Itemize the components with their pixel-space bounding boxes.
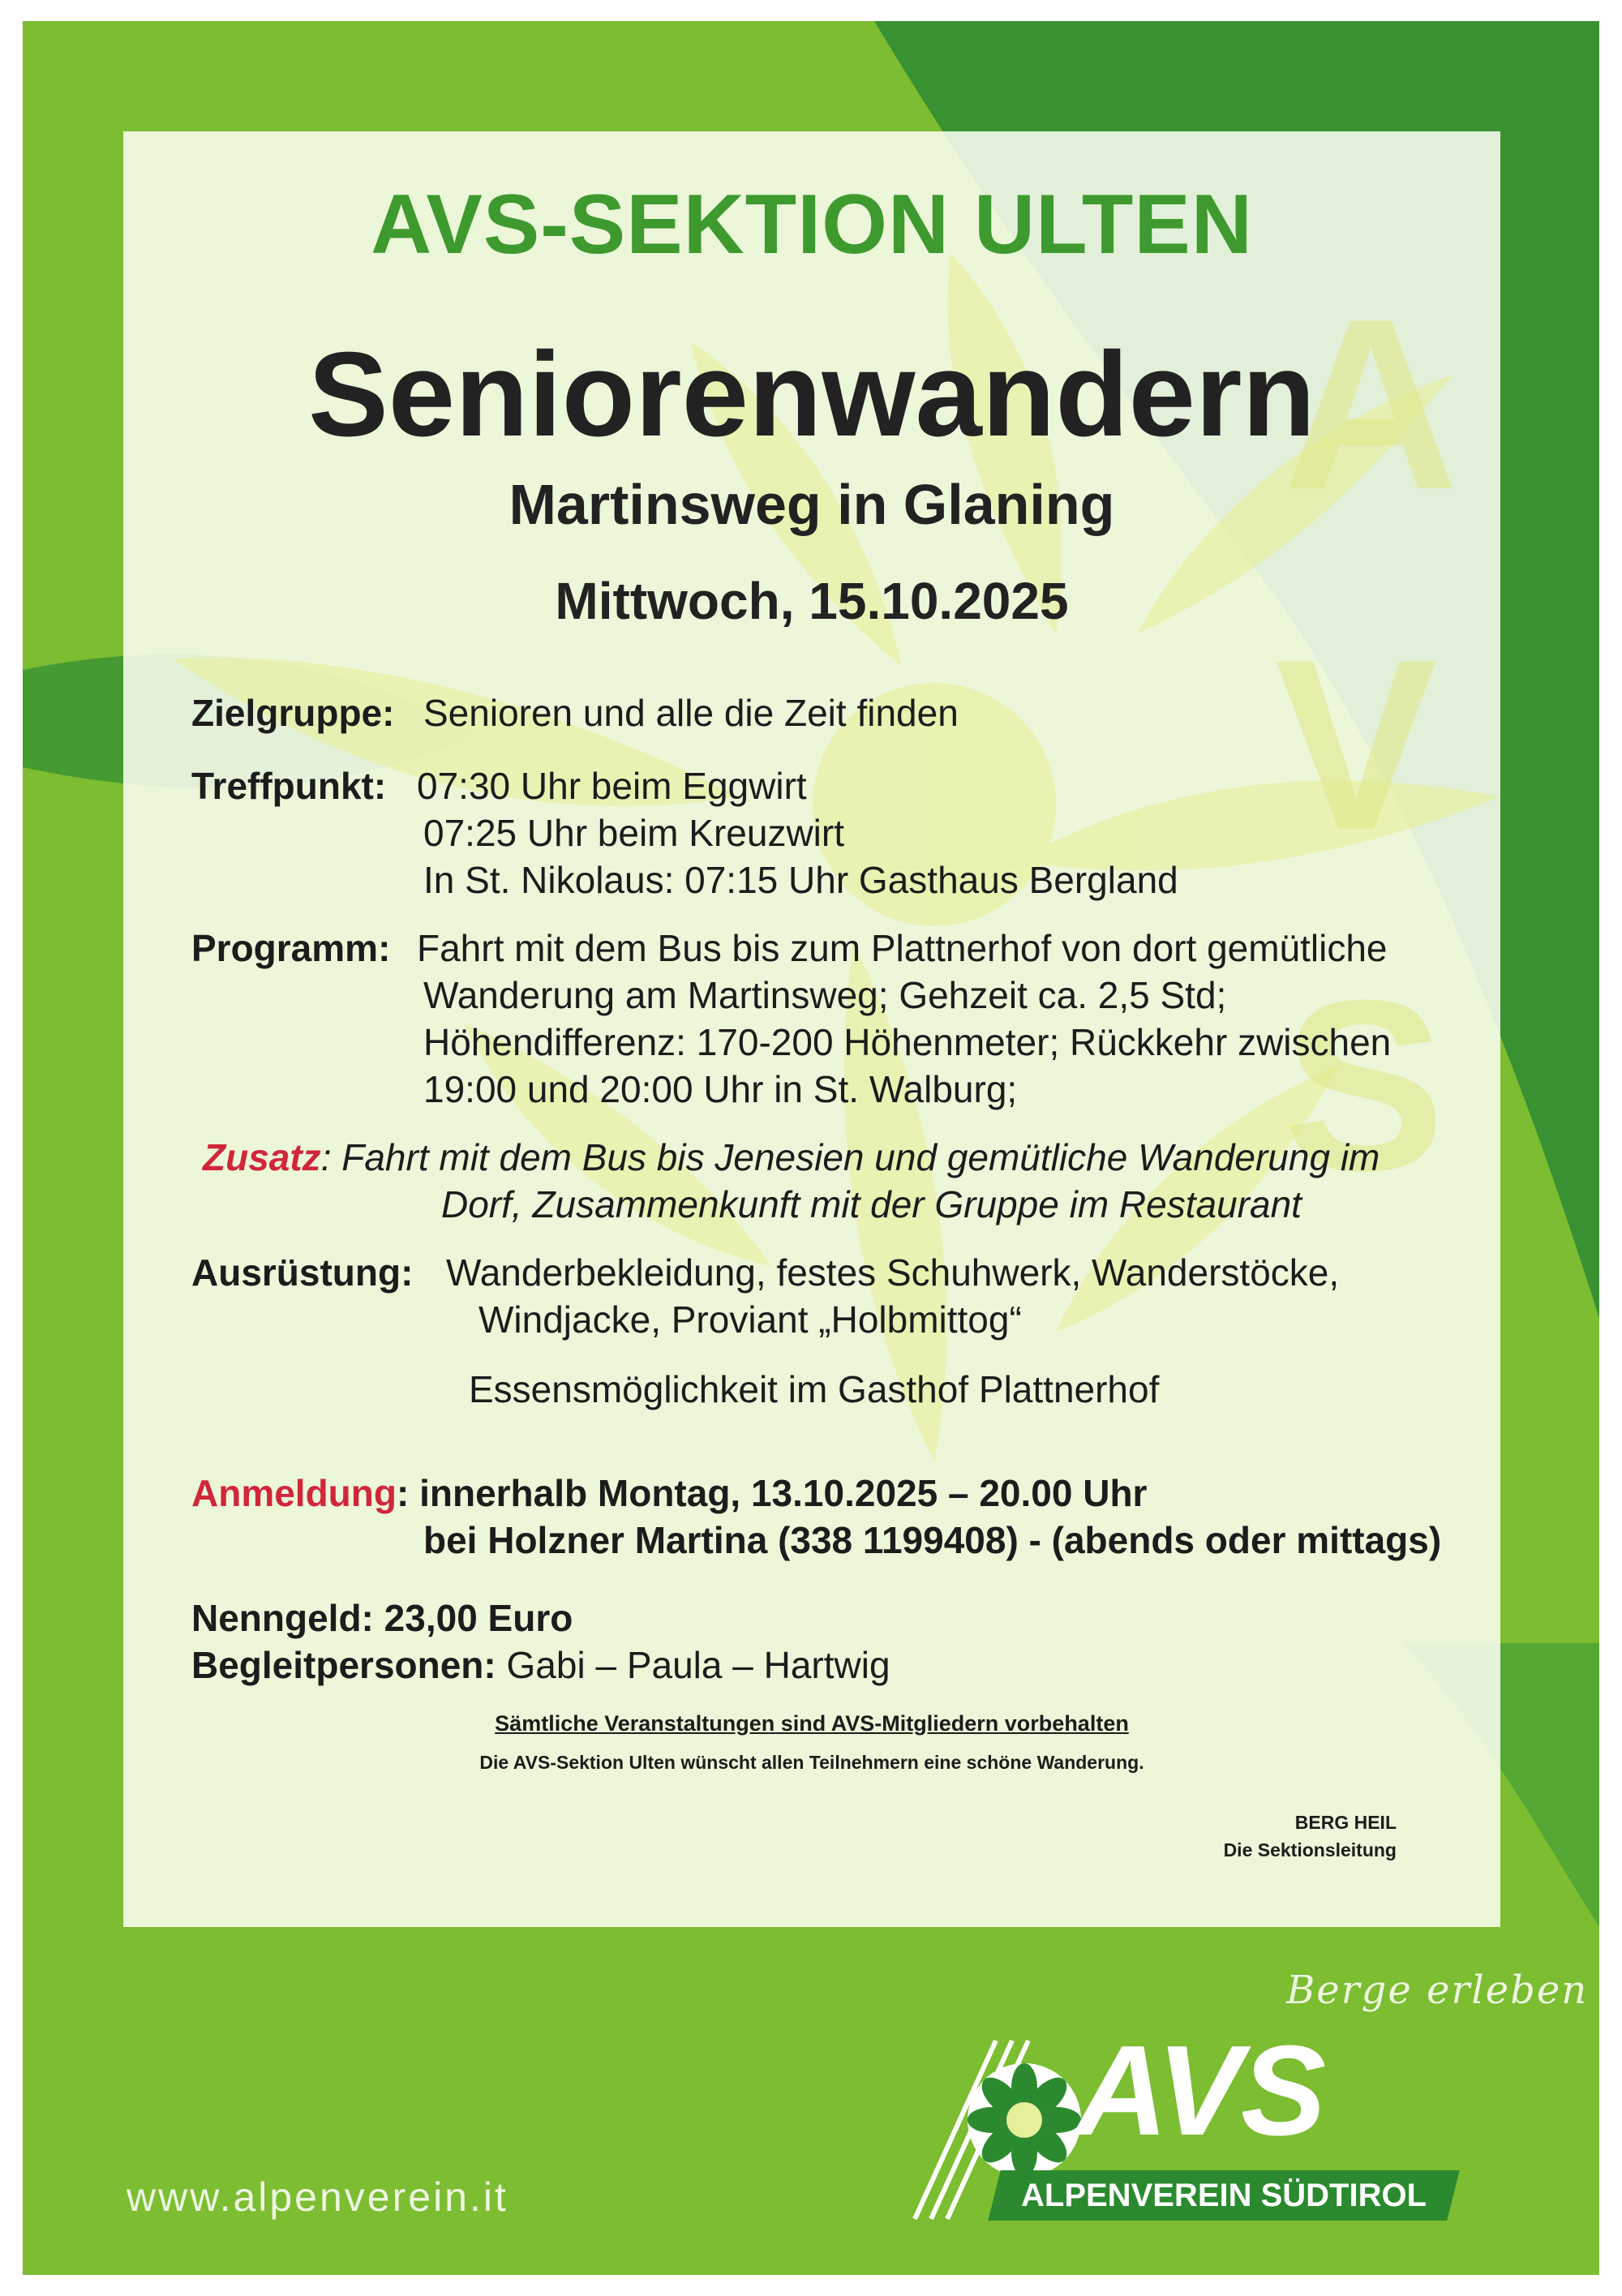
- begleit-row: [191, 1643, 890, 1687]
- edelweiss-icon: [968, 2063, 1081, 2177]
- ausruestung-label: Ausrüstung:: [191, 1251, 414, 1294]
- anmeldung-label: Anmeldung: [191, 1472, 397, 1514]
- zusatz-line: Dorf, Zusammenkunft mit der Gruppe im Restaurant: [441, 1183, 1302, 1225]
- treffpunkt-line: In St. Nikolaus: 07:15 Uhr Gasthaus Bergland: [423, 859, 1178, 901]
- essen-info: Essensmöglichkeit im Gasthof Plattnerhof: [469, 1368, 1160, 1410]
- org-title: AVS-SEKTION ULTEN: [371, 178, 1253, 272]
- zusatz-label: Zusatz: [203, 1136, 321, 1178]
- treffpunkt-line: 07:30 Uhr beim Eggwirt: [417, 765, 807, 807]
- avs-logo-bar: [988, 2170, 1459, 2221]
- wish-text: Die AVS-Sektion Ulten wünscht allen Teilnehmern eine schöne Wanderung.: [479, 1752, 1144, 1773]
- svg-text:S: S: [1283, 949, 1446, 1221]
- zielgruppe-label: Zielgruppe:: [191, 692, 395, 734]
- nenngeld: Nenngeld: 23,00 Euro: [191, 1597, 573, 1639]
- avs-logo-subtitle: ALPENVEREIN SÜDTIROL: [1020, 2178, 1427, 2213]
- programm-line: Fahrt mit dem Bus bis zum Plattnerhof von dort gemütliche: [417, 927, 1388, 969]
- signoff-name: Die Sektionsleitung: [1223, 1839, 1397, 1860]
- begleit-value: Gabi – Paula – Hartwig: [506, 1644, 890, 1686]
- programm-label: Programm:: [191, 927, 391, 969]
- zusatz-colon: :: [320, 1136, 332, 1178]
- treffpunkt-label: Treffpunkt:: [191, 765, 387, 807]
- zusatz-row: [203, 1135, 1380, 1179]
- programm-line: Höhendifferenz: 170-200 Höhenmeter; Rückkehr zwischen: [423, 1021, 1392, 1063]
- anmeldung-line: innerhalb Montag, 13.10.2025 – 20.00 Uhr: [419, 1472, 1148, 1514]
- ausruestung-line: Wanderbekleidung, festes Schuhwerk, Wanderstöcke,: [446, 1251, 1340, 1294]
- page-title: Seniorenwandern: [308, 328, 1315, 461]
- signoff-greeting: BERG HEIL: [1294, 1812, 1397, 1833]
- ausruestung-line: Windjacke, Proviant „Holbmittog“: [478, 1298, 1022, 1341]
- route-subtitle: Martinsweg in Glaning: [508, 473, 1115, 536]
- svg-text:A: A: [1283, 268, 1459, 540]
- tagline: Berge erleben: [1286, 1968, 1589, 2013]
- member-notice: Sämtliche Veranstaltungen sind AVS-Mitgliedern vorbehalten: [495, 1711, 1129, 1736]
- programm-line: Wanderung am Martinsweg; Gehzeit ca. 2,5 Std;: [423, 974, 1227, 1016]
- zielgruppe-value: Senioren und alle die Zeit finden: [423, 692, 959, 734]
- anmeldung-colon: :: [396, 1472, 410, 1514]
- website-link[interactable]: www.alpenverein.it: [127, 2174, 508, 2220]
- treffpunkt-line: 07:25 Uhr beim Kreuzwirt: [423, 812, 844, 854]
- zusatz-line: Fahrt mit dem Bus bis Jenesien und gemütliche Wanderung im: [341, 1136, 1380, 1178]
- event-date: Mittwoch, 15.10.2025: [555, 572, 1069, 630]
- content-panel: [123, 131, 1500, 1927]
- begleit-label: Begleitpersonen:: [191, 1644, 496, 1686]
- programm-line: 19:00 und 20:00 Uhr in St. Walburg;: [423, 1068, 1018, 1110]
- avs-logo-text: AVS: [1075, 2019, 1325, 2162]
- poster: [23, 21, 1599, 2275]
- anmeldung-row: [191, 1471, 1147, 1515]
- svg-text:V: V: [1275, 608, 1438, 881]
- anmeldung-line: bei Holzner Martina (338 1199408) - (abends oder mittags): [423, 1519, 1442, 1561]
